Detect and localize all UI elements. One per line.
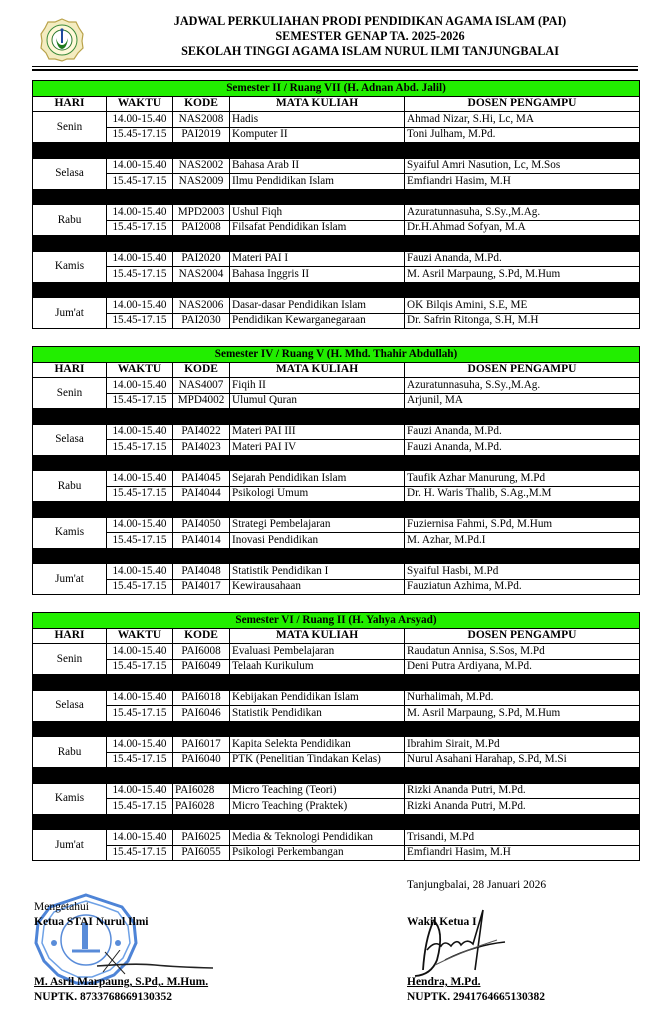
lecturer-cell: Toni Julham, M.Pd. — [405, 127, 640, 143]
course-name-cell: Micro Teaching (Teori) — [230, 783, 405, 799]
document-title — [100, 14, 640, 59]
time-cell: 15.45-17.15 — [107, 845, 173, 861]
day-cell: Selasa — [33, 690, 107, 721]
lecturer-cell: Emfiandri Hasim, M.H — [405, 174, 640, 190]
time-cell: 15.45-17.15 — [107, 313, 173, 329]
lecturer-cell: Syaiful Amri Nasution, Lc, M.Sos — [405, 158, 640, 174]
title-line-2: SEMESTER GENAP TA. 2025-2026 — [275, 29, 465, 43]
semester-title: Semester II / Ruang VII (H. Adnan Abd. Jalil) — [33, 81, 640, 97]
semester-header-row — [33, 347, 640, 363]
time-cell: 15.45-17.15 — [107, 659, 173, 675]
lecturer-cell: Fauzi Ananda, M.Pd. — [405, 424, 640, 440]
time-cell: 15.45-17.15 — [107, 267, 173, 283]
course-code-cell: PAI4023 — [173, 440, 230, 456]
course-code-cell: NAS2004 — [173, 267, 230, 283]
course-code-cell: NAS2006 — [173, 298, 230, 314]
day-separator-row — [33, 282, 640, 298]
day-cell: Rabu — [33, 205, 107, 236]
column-header-row — [33, 362, 640, 378]
day-cell: Rabu — [33, 471, 107, 502]
table-row — [33, 158, 640, 174]
table-row — [33, 174, 640, 190]
table-row — [33, 659, 640, 675]
course-name-cell: Filsafat Pendidikan Islam — [230, 220, 405, 236]
semester-title: Semester IV / Ruang V (H. Mhd. Thahir Abdullah) — [33, 347, 640, 363]
signer-id-right: NUPTK. 2941764665130382 — [407, 991, 545, 1003]
day-separator-row — [33, 548, 640, 564]
day-separator-row — [33, 721, 640, 737]
lecturer-cell: Trisandi, M.Pd — [405, 830, 640, 846]
course-code-cell: PAI4045 — [173, 471, 230, 487]
day-separator-row — [33, 814, 640, 830]
time-cell: 15.45-17.15 — [107, 174, 173, 190]
course-code-cell: PAI6028 — [173, 783, 230, 799]
column-header-mata-kuliah: MATA KULIAH — [230, 362, 405, 378]
lecturer-cell: Fauziatun Azhima, M.Pd. — [405, 579, 640, 595]
course-code-cell: PAI6008 — [173, 644, 230, 660]
lecturer-cell: Dr. Safrin Ritonga, S.H, M.H — [405, 313, 640, 329]
table-row — [33, 486, 640, 502]
table-row — [33, 471, 640, 487]
column-header-dosen-pengampu: DOSEN PENGAMPU — [405, 628, 640, 644]
header-divider-thick — [32, 69, 638, 71]
time-cell: 14.00-15.40 — [107, 737, 173, 753]
course-code-cell: PAI6028 — [173, 799, 230, 815]
column-header-waktu: WAKTU — [107, 362, 173, 378]
column-header-kode: KODE — [173, 96, 230, 112]
column-header-dosen-pengampu: DOSEN PENGAMPU — [405, 96, 640, 112]
lecturer-cell: Syaiful Hasbi, M.Pd — [405, 564, 640, 580]
lecturer-cell: Rizki Ananda Putri, M.Pd. — [405, 799, 640, 815]
header-divider-thin — [32, 66, 638, 67]
day-separator-row — [33, 675, 640, 691]
day-separator-row — [33, 189, 640, 205]
course-name-cell: Media & Teknologi Pendidikan — [230, 830, 405, 846]
lecturer-cell: Ibrahim Sirait, M.Pd — [405, 737, 640, 753]
table-row — [33, 517, 640, 533]
course-code-cell: PAI4022 — [173, 424, 230, 440]
table-row — [33, 783, 640, 799]
table-row — [33, 251, 640, 267]
course-name-cell: Statistik Pendidikan — [230, 706, 405, 722]
signer-role-right: Wakil Ketua I — [407, 916, 477, 928]
table-row — [33, 644, 640, 660]
course-code-cell: PAI6040 — [173, 752, 230, 768]
time-cell: 14.00-15.40 — [107, 112, 173, 128]
lecturer-cell: Nurul Asahani Harahap, S.Pd, M.Si — [405, 752, 640, 768]
table-row — [33, 579, 640, 595]
course-name-cell: Ulumul Quran — [230, 393, 405, 409]
day-cell: Rabu — [33, 737, 107, 768]
course-name-cell: Statistik Pendidikan I — [230, 564, 405, 580]
lecturer-cell: Arjunil, MA — [405, 393, 640, 409]
day-separator-row — [33, 455, 640, 471]
time-cell: 14.00-15.40 — [107, 471, 173, 487]
lecturer-cell: Dr. H. Waris Thalib, S.Ag.,M.M — [405, 486, 640, 502]
day-cell: Kamis — [33, 783, 107, 814]
time-cell: 14.00-15.40 — [107, 564, 173, 580]
day-separator — [33, 768, 640, 784]
time-cell: 15.45-17.15 — [107, 440, 173, 456]
lecturer-cell: M. Azhar, M.Pd.I — [405, 533, 640, 549]
course-name-cell: Inovasi Pendidikan — [230, 533, 405, 549]
table-row — [33, 112, 640, 128]
table-row — [33, 313, 640, 329]
time-cell: 14.00-15.40 — [107, 298, 173, 314]
schedule-table-semester-6 — [32, 612, 640, 861]
time-cell: 15.45-17.15 — [107, 486, 173, 502]
course-name-cell: Materi PAI IV — [230, 440, 405, 456]
course-name-cell: PTK (Penelitian Tindakan Kelas) — [230, 752, 405, 768]
course-name-cell: Psikologi Umum — [230, 486, 405, 502]
course-code-cell: PAI4050 — [173, 517, 230, 533]
time-cell: 14.00-15.40 — [107, 830, 173, 846]
time-cell: 14.00-15.40 — [107, 517, 173, 533]
column-header-kode: KODE — [173, 628, 230, 644]
signer-id-left: NUPTK. 8733768669130352 — [34, 991, 172, 1003]
course-name-cell: Micro Teaching (Praktek) — [230, 799, 405, 815]
day-separator — [33, 282, 640, 298]
day-separator — [33, 814, 640, 830]
day-separator — [33, 548, 640, 564]
time-cell: 15.45-17.15 — [107, 393, 173, 409]
day-cell: Kamis — [33, 517, 107, 548]
time-cell: 15.45-17.15 — [107, 706, 173, 722]
course-name-cell: Bahasa Arab II — [230, 158, 405, 174]
semester-header-row — [33, 613, 640, 629]
course-code-cell: PAI2030 — [173, 313, 230, 329]
course-name-cell: Kapita Selekta Pendidikan — [230, 737, 405, 753]
approval-block-left — [34, 900, 294, 1005]
time-cell: 15.45-17.15 — [107, 579, 173, 595]
day-separator — [33, 409, 640, 425]
title-line-1: JADWAL PERKULIAHAN PRODI PENDIDIKAN AGAMA ISLAM (PAI) — [173, 14, 567, 28]
table-row — [33, 220, 640, 236]
day-cell: Senin — [33, 378, 107, 409]
table-row — [33, 845, 640, 861]
lecturer-cell: Azuratunnasuha, S.Sy.,M.Ag. — [405, 378, 640, 394]
table-row — [33, 440, 640, 456]
place-date: Tanjungbalai, 28 Januari 2026 — [407, 879, 547, 891]
course-name-cell: Evaluasi Pembelajaran — [230, 644, 405, 660]
course-name-cell: Fiqih II — [230, 378, 405, 394]
time-cell: 15.45-17.15 — [107, 220, 173, 236]
table-row — [33, 424, 640, 440]
day-separator-row — [33, 143, 640, 159]
lecturer-cell: Rizki Ananda Putri, M.Pd. — [405, 783, 640, 799]
lecturer-cell: Taufik Azhar Manurung, M.Pd — [405, 471, 640, 487]
lecturer-cell: Nurhalimah, M.Pd. — [405, 690, 640, 706]
day-separator — [33, 502, 640, 518]
semester-header-row — [33, 81, 640, 97]
course-name-cell: Ilmu Pendidikan Islam — [230, 174, 405, 190]
column-header-waktu: WAKTU — [107, 628, 173, 644]
time-cell: 14.00-15.40 — [107, 158, 173, 174]
table-row — [33, 267, 640, 283]
course-code-cell: NAS2008 — [173, 112, 230, 128]
time-cell: 15.45-17.15 — [107, 127, 173, 143]
column-header-kode: KODE — [173, 362, 230, 378]
lecturer-cell: Fauzi Ananda, M.Pd. — [405, 440, 640, 456]
lecturer-cell: OK Bilqis Amini, S.E, ME — [405, 298, 640, 314]
column-header-row — [33, 628, 640, 644]
table-row — [33, 564, 640, 580]
time-cell: 14.00-15.40 — [107, 205, 173, 221]
signer-name-left: M. Asril Marpaung, S.Pd,. M.Hum. — [34, 976, 209, 988]
day-cell: Jum'at — [33, 830, 107, 861]
day-separator-row — [33, 236, 640, 252]
course-code-cell: PAI6055 — [173, 845, 230, 861]
course-name-cell: Komputer II — [230, 127, 405, 143]
day-separator — [33, 236, 640, 252]
table-row — [33, 127, 640, 143]
day-cell: Selasa — [33, 158, 107, 189]
course-name-cell: Bahasa Inggris II — [230, 267, 405, 283]
column-header-mata-kuliah: MATA KULIAH — [230, 628, 405, 644]
title-line-3: SEKOLAH TINGGI AGAMA ISLAM NURUL ILMI TANJUNGBALAI — [181, 44, 559, 58]
day-separator — [33, 721, 640, 737]
table-row — [33, 690, 640, 706]
course-code-cell: PAI4017 — [173, 579, 230, 595]
course-name-cell: Psikologi Perkembangan — [230, 845, 405, 861]
course-name-cell: Kewirausahaan — [230, 579, 405, 595]
day-separator — [33, 675, 640, 691]
course-name-cell: Sejarah Pendidikan Islam — [230, 471, 405, 487]
lecturer-cell: Raudatun Annisa, S.Sos, M.Pd — [405, 644, 640, 660]
course-code-cell: PAI6049 — [173, 659, 230, 675]
lecturer-cell: Ahmad Nizar, S.Hi, Lc, MA — [405, 112, 640, 128]
table-row — [33, 393, 640, 409]
day-cell: Senin — [33, 112, 107, 143]
table-row — [33, 378, 640, 394]
time-cell: 14.00-15.40 — [107, 251, 173, 267]
day-separator — [33, 143, 640, 159]
day-cell: Selasa — [33, 424, 107, 455]
course-code-cell: PAI6018 — [173, 690, 230, 706]
course-name-cell: Hadis — [230, 112, 405, 128]
time-cell: 14.00-15.40 — [107, 424, 173, 440]
course-name-cell: Telaah Kurikulum — [230, 659, 405, 675]
time-cell: 14.00-15.40 — [107, 783, 173, 799]
course-code-cell: NAS2002 — [173, 158, 230, 174]
lecturer-cell: M. Asril Marpaung, S.Pd, M.Hum — [405, 706, 640, 722]
column-header-waktu: WAKTU — [107, 96, 173, 112]
lecturer-cell: Deni Putra Ardiyana, M.Pd. — [405, 659, 640, 675]
lecturer-cell: Azuratunnasuha, S.Sy.,M.Ag. — [405, 205, 640, 221]
column-header-hari: HARI — [33, 628, 107, 644]
table-row — [33, 205, 640, 221]
document-header — [0, 0, 670, 72]
course-name-cell: Materi PAI I — [230, 251, 405, 267]
table-row — [33, 298, 640, 314]
column-header-mata-kuliah: MATA KULIAH — [230, 96, 405, 112]
course-code-cell: NAS2009 — [173, 174, 230, 190]
lecturer-cell: Fauzi Ananda, M.Pd. — [405, 251, 640, 267]
time-cell: 15.45-17.15 — [107, 799, 173, 815]
course-code-cell: PAI2008 — [173, 220, 230, 236]
approval-label: Mengetahui — [34, 901, 89, 913]
day-cell: Senin — [33, 644, 107, 675]
course-name-cell: Dasar-dasar Pendidikan Islam — [230, 298, 405, 314]
time-cell: 14.00-15.40 — [107, 378, 173, 394]
table-row — [33, 752, 640, 768]
table-row — [33, 830, 640, 846]
course-code-cell: PAI6017 — [173, 737, 230, 753]
column-header-row — [33, 96, 640, 112]
time-cell: 15.45-17.15 — [107, 752, 173, 768]
time-cell: 14.00-15.40 — [107, 690, 173, 706]
column-header-hari: HARI — [33, 96, 107, 112]
course-name-cell: Ushul Fiqh — [230, 205, 405, 221]
course-code-cell: NAS4007 — [173, 378, 230, 394]
lecturer-cell: Dr.H.Ahmad Sofyan, M.A — [405, 220, 640, 236]
column-header-dosen-pengampu: DOSEN PENGAMPU — [405, 362, 640, 378]
schedule-table-semester-4 — [32, 346, 640, 595]
day-cell: Kamis — [33, 251, 107, 282]
lecturer-cell: Emfiandri Hasim, M.H — [405, 845, 640, 861]
day-separator — [33, 455, 640, 471]
lecturer-cell: M. Asril Marpaung, S.Pd, M.Hum — [405, 267, 640, 283]
course-name-cell: Pendidikan Kewarganegaraan — [230, 313, 405, 329]
course-code-cell: MPD4002 — [173, 393, 230, 409]
course-code-cell: PAI2020 — [173, 251, 230, 267]
time-cell: 14.00-15.40 — [107, 644, 173, 660]
lecturer-cell: Fuziernisa Fahmi, S.Pd, M.Hum — [405, 517, 640, 533]
course-code-cell: PAI4044 — [173, 486, 230, 502]
day-separator-row — [33, 409, 640, 425]
semester-title: Semester VI / Ruang II (H. Yahya Arsyad) — [33, 613, 640, 629]
day-separator-row — [33, 768, 640, 784]
course-code-cell: PAI2019 — [173, 127, 230, 143]
signer-role-left: Ketua STAI Nurul Ilmi — [34, 916, 149, 928]
table-row — [33, 533, 640, 549]
course-code-cell: MPD2003 — [173, 205, 230, 221]
campus-emblem-icon — [40, 18, 84, 62]
course-name-cell: Strategi Pembelajaran — [230, 517, 405, 533]
schedule-table-semester-2 — [32, 80, 640, 329]
table-row — [33, 799, 640, 815]
table-row — [33, 706, 640, 722]
course-code-cell: PAI4048 — [173, 564, 230, 580]
course-name-cell: Kebijakan Pendidikan Islam — [230, 690, 405, 706]
signer-name-right: Hendra, M.Pd. — [407, 976, 481, 988]
day-cell: Jum'at — [33, 298, 107, 329]
course-code-cell: PAI4014 — [173, 533, 230, 549]
approval-block-right — [407, 878, 647, 1005]
day-separator-row — [33, 502, 640, 518]
column-header-hari: HARI — [33, 362, 107, 378]
time-cell: 15.45-17.15 — [107, 533, 173, 549]
course-code-cell: PAI6046 — [173, 706, 230, 722]
day-separator — [33, 189, 640, 205]
course-code-cell: PAI6025 — [173, 830, 230, 846]
course-name-cell: Materi PAI III — [230, 424, 405, 440]
table-row — [33, 737, 640, 753]
day-cell: Jum'at — [33, 564, 107, 595]
